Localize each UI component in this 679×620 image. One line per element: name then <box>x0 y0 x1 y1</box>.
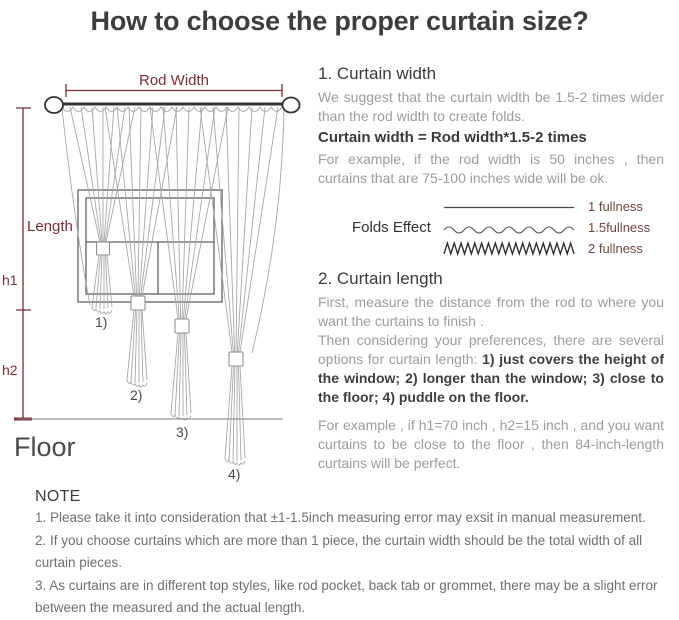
straight-line-icon <box>443 198 575 216</box>
curtain-length-example: For example , if h1=70 inch , h2=15 inch , and you want curtains to be close to the floor , then 84-inch-length curtains will be perfect. <box>318 417 664 471</box>
curtain-length-options: 1) just covers the height of the window; 2) longer than the window; 3) close to the floor; 4) puddle on the floor. <box>318 351 664 405</box>
curtain-width-formula: Curtain width = Rod width*1.5-2 times <box>318 129 587 146</box>
curtain-length-para2 <box>318 331 664 407</box>
rod-finial-right <box>283 98 300 113</box>
h2-label: h2 <box>2 362 18 378</box>
folds-row-2 <box>443 217 650 238</box>
curtain-width-intro: We suggest that the curtain width be 1.5-2 times wider than the rod width to create folds. <box>318 89 664 124</box>
folds-row-1 <box>443 196 650 217</box>
curtain-width-example: For example, if the rod width is 50 inches , then curtains that are 75-100 inches wide will be ok. <box>318 151 664 186</box>
fullness-1-label: 1 fullness <box>588 199 643 214</box>
tieback-2 <box>131 296 145 310</box>
curtain-length-para2-lead: Then considering your preferences, there are several options for curtain length: <box>318 332 664 367</box>
option-marker-4: 4) <box>228 466 241 482</box>
h1-label: h1 <box>2 272 18 288</box>
option-marker-3: 3) <box>176 424 189 440</box>
curtain-pleat-header <box>62 107 282 112</box>
tieback-4 <box>229 352 243 366</box>
wavy-line-icon <box>443 219 575 237</box>
folds-row-3 <box>443 238 650 259</box>
tieback-1 <box>97 242 110 255</box>
fullness-2-label: 2 fullness <box>588 241 643 256</box>
instructions-column <box>318 63 664 473</box>
note-item-1: 1. Please take it into consideration that ±1-1.5inch measuring error may exsit in manual measurement. <box>35 510 646 525</box>
floor-label: Floor <box>14 432 76 462</box>
folds-effect-label: Folds Effect <box>352 219 431 236</box>
note-item-3: 3. As curtains are in different top styles, like rod pocket, back tab or grommet, there may be a slight error between the measured and the actual length. <box>35 577 658 615</box>
rod-width-label: Rod Width <box>138 72 210 89</box>
length-measure <box>2 108 73 419</box>
folds-effect-block <box>318 196 664 259</box>
curtain-length-para1: First, measure the distance from the rod to where you want the curtains to finish . <box>318 294 664 329</box>
tieback-3 <box>175 319 189 333</box>
fullness-1-5-label: 1.5fullness <box>588 220 651 235</box>
note-heading: NOTE <box>35 488 81 505</box>
curtain-length-heading: 2. Curtain length <box>318 269 443 288</box>
option-marker-1: 1) <box>95 314 108 330</box>
note-item-2: 2. If you choose curtains which are more than 1 piece, the curtain width should be the total width of all curtain pieces. <box>35 532 643 570</box>
option-marker-2: 2) <box>130 387 143 403</box>
zigzag-line-icon <box>443 240 575 258</box>
curtain-panel-3 <box>150 107 228 420</box>
page-title: How to choose the proper curtain size? <box>90 6 589 36</box>
length-label: Length <box>27 218 73 235</box>
note-section <box>35 486 675 620</box>
curtain-measurement-diagram <box>0 60 320 492</box>
rod-finial-left <box>45 97 63 113</box>
folds-rows <box>443 196 650 259</box>
rod-width-measure <box>66 72 282 97</box>
curtain-width-heading: 1. Curtain width <box>318 64 437 83</box>
curtain-panel-1 <box>70 107 135 314</box>
